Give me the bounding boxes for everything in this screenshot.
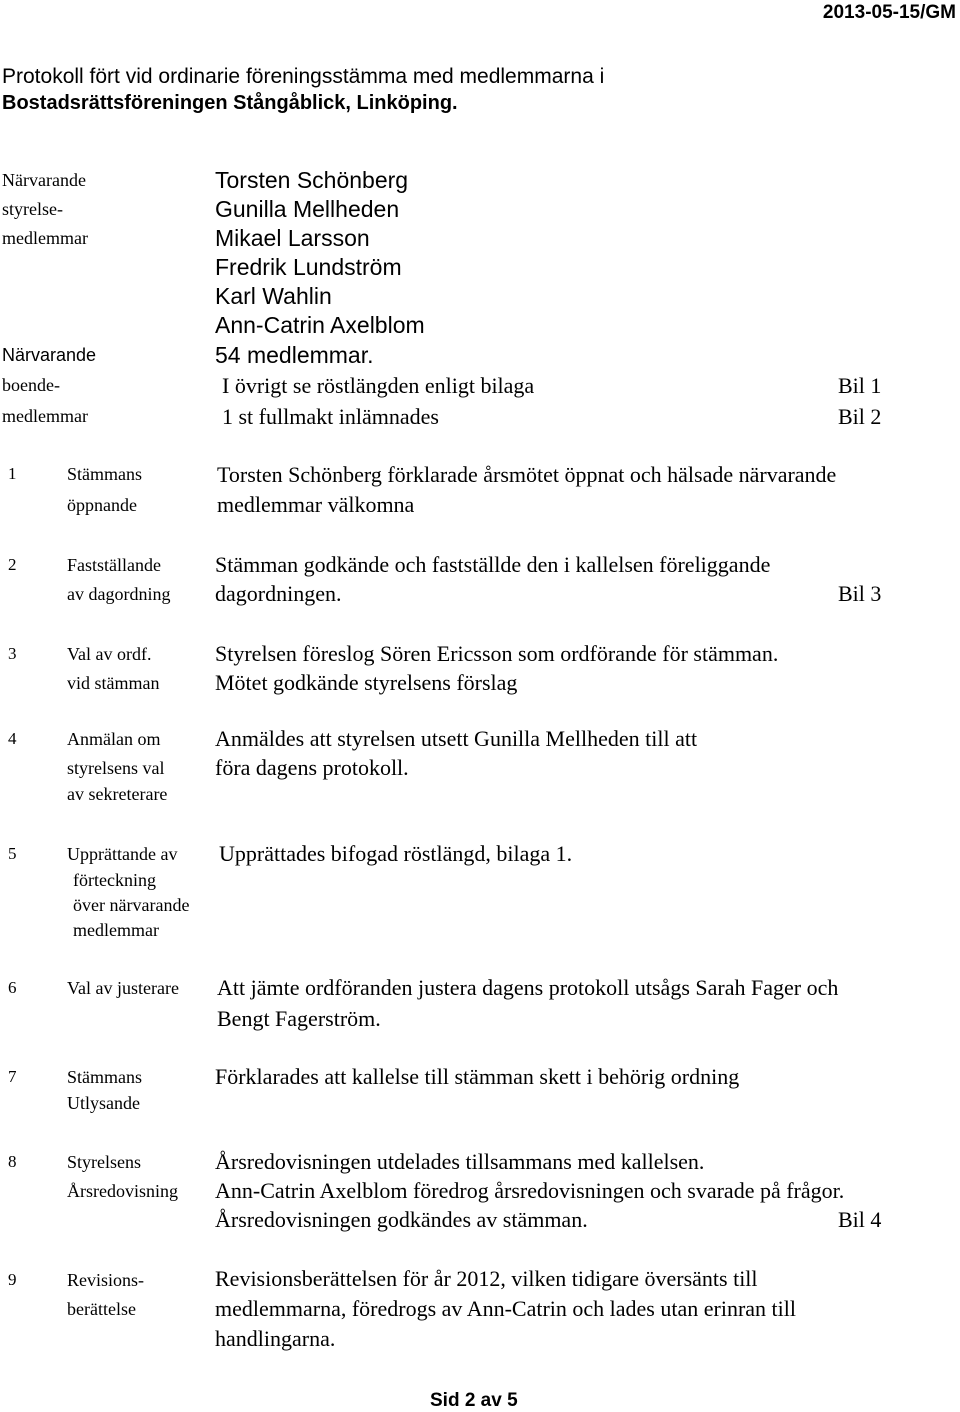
item-text-line: Årsredovisningen utdelades tillsammans med kallelsen. [215,1149,705,1174]
item-label-line: styrelsens val [67,758,165,778]
residents-label-line: medlemmar [2,406,88,426]
item-label-line: Revisions- [67,1270,145,1290]
item-label-line: över närvarande [73,895,190,915]
item-label-line: vid stämman [67,673,160,693]
item-label-line: medlemmar [73,920,159,940]
attachment-ref: Bil 3 [838,581,882,606]
item-text-line: Ann-Catrin Axelblom föredrog årsredovisningen och svarade på frågor. [215,1178,845,1203]
item-text-line: föra dagens protokoll. [215,755,409,780]
item-text-line: Torsten Schönberg förklarade årsmötet öppnat och hälsade närvarande [217,462,837,487]
item-label-line: Utlysande [67,1093,140,1113]
item-text-line: Anmäldes att styrelsen utsett Gunilla Mellheden till att [215,726,698,751]
item-label-line: Anmälan om [67,729,161,749]
board-label-line: Närvarande [2,170,86,190]
attachment-ref: Bil 1 [838,373,882,398]
board-member: Fredrik Lundström [215,254,402,280]
item-number: 9 [8,1270,17,1289]
item-number: 7 [8,1067,17,1086]
item-text-line: dagordningen. [215,581,342,606]
item-text-line: medlemmarna, föredrogs av Ann-Catrin och lades utan erinran till [215,1296,796,1321]
page-number: Sid 2 av 5 [430,1390,518,1411]
resident-note: I övrigt se röstlängden enligt bilaga [222,373,535,398]
board-member: Karl Wahlin [215,283,332,309]
item-text-line: Förklarades att kallelse till stämman skett i behörig ordning [215,1064,740,1089]
board-label-line: medlemmar [2,228,88,248]
residents-label-line: Närvarande [2,345,97,365]
item-label-line: Stämmans [67,464,142,484]
item-number: 6 [8,978,17,997]
board-member: Ann-Catrin Axelblom [215,312,425,338]
board-member: Torsten Schönberg [215,167,409,193]
item-number: 5 [8,844,17,863]
item-text-line: Styrelsen föreslog Sören Ericsson som ordförande för stämman. [215,641,779,666]
item-label-line: berättelse [67,1299,136,1319]
item-number: 3 [8,644,17,663]
item-text-line: Stämman godkände och fastställde den i kallelsen föreliggande [215,552,771,577]
item-number: 1 [8,464,17,483]
association-name: Bostadsrättsföreningen Stångåblick, Linköping. [2,92,458,114]
item-number: 2 [8,555,17,574]
item-label-line: Val av ordf. [67,644,152,664]
item-label-line: av dagordning [67,584,171,604]
item-text-line: Revisionsberättelsen för år 2012, vilken tidigare översänts till [215,1266,758,1291]
board-member: Gunilla Mellheden [215,196,400,222]
item-text-line: Årsredovisningen godkändes av stämman. [215,1207,588,1232]
item-label-line: Stämmans [67,1067,142,1087]
board-label-line: styrelse- [2,199,63,219]
item-text-line: Bengt Fagerström. [217,1006,381,1031]
item-label-line: Styrelsens [67,1152,141,1172]
item-text-line: Att jämte ordföranden justera dagens protokoll utsågs Sarah Fager och [217,975,839,1000]
resident-count: 54 medlemmar. [215,342,374,368]
item-text-line: handlingarna. [215,1326,336,1351]
item-label-line: öppnande [67,495,137,515]
resident-note: 1 st fullmakt inlämnades [222,404,439,429]
item-label-line: Fastställande [67,555,161,575]
attachment-ref: Bil 4 [838,1207,882,1232]
attachment-ref: Bil 2 [838,404,882,429]
item-number: 8 [8,1152,17,1171]
item-text-line: medlemmar välkomna [217,492,415,517]
board-member: Mikael Larsson [215,225,370,251]
document-code: 2013-05-15/GM [822,2,956,23]
item-label-line: Val av justerare [67,978,179,998]
item-number: 4 [8,729,17,748]
item-text-line: Upprättades bifogad röstlängd, bilaga 1. [219,841,573,866]
item-label-line: av sekreterare [67,784,168,804]
document-title: Protokoll fört vid ordinarie föreningsstämma med medlemmarna i [2,65,605,88]
item-label-line: Upprättande av [67,844,178,864]
item-label-line: förteckning [73,870,156,890]
item-label-line: Årsredovisning [67,1181,178,1201]
item-text-line: Mötet godkände styrelsens förslag [215,670,518,695]
residents-label-line: boende- [2,375,60,395]
